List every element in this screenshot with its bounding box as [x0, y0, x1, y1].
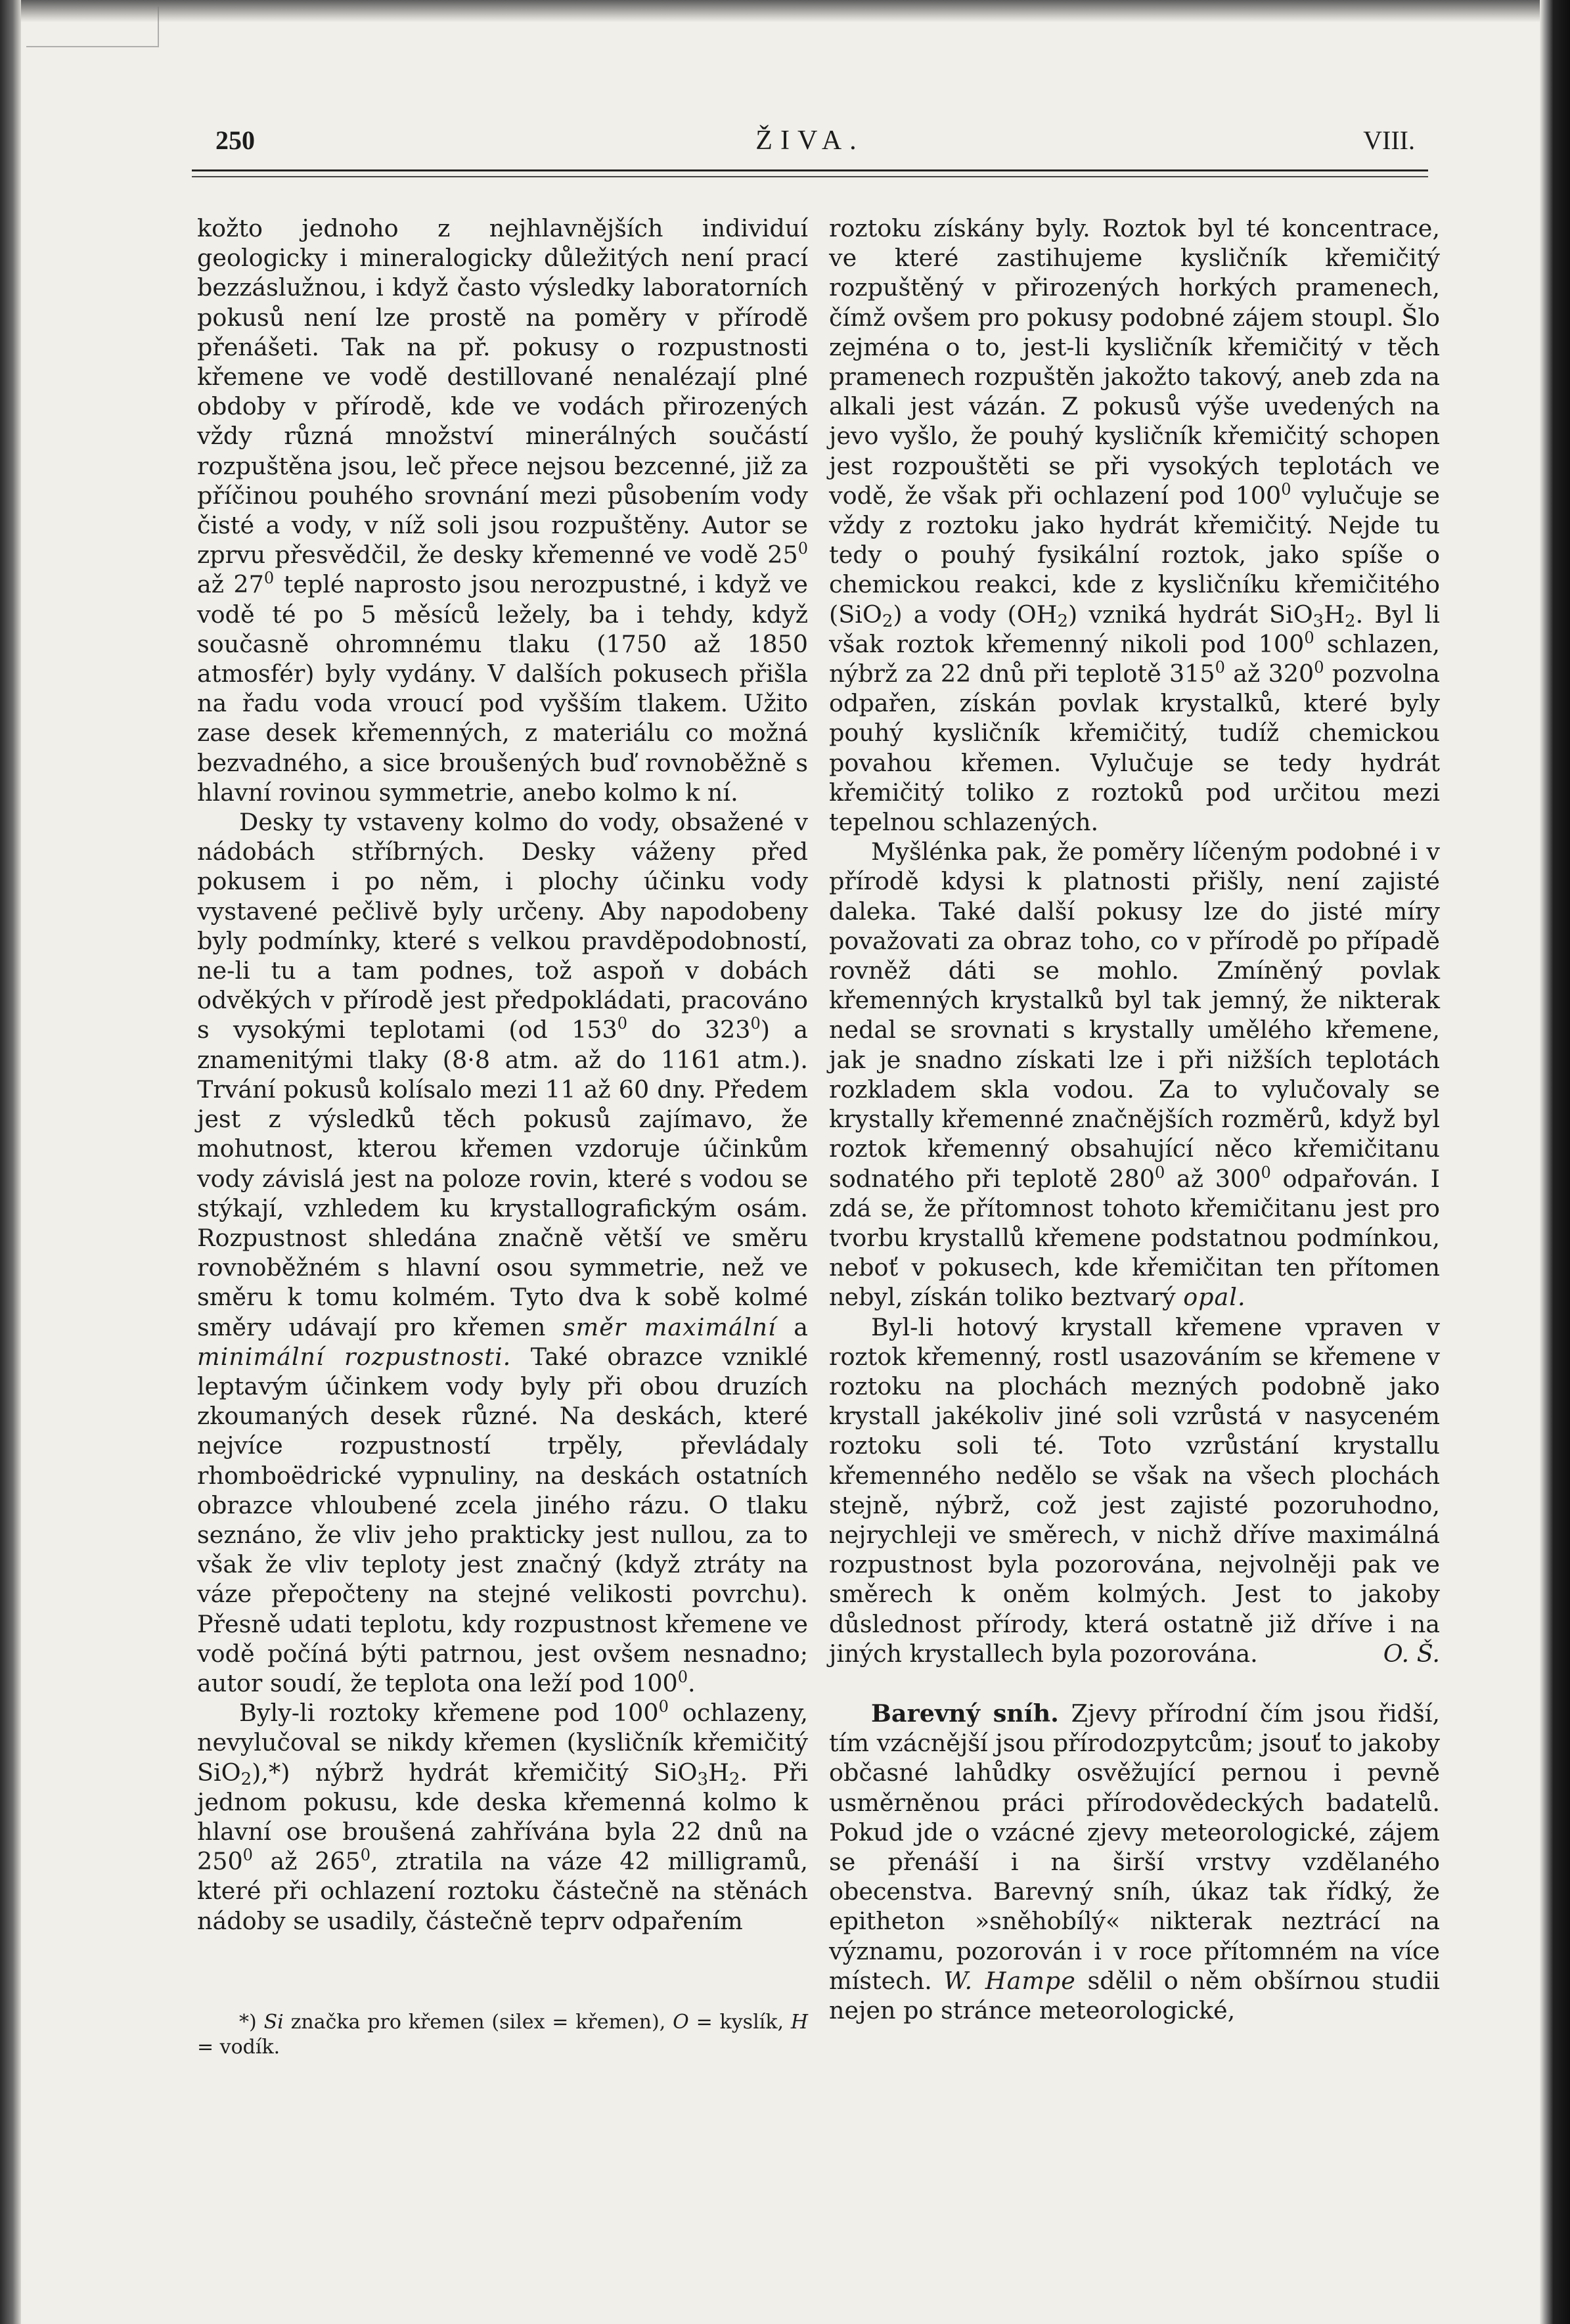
page-header	[192, 125, 1428, 172]
page-number: 250	[215, 125, 255, 155]
footnote	[197, 2010, 808, 2060]
scan-corner-mark	[26, 7, 159, 47]
scan-left-edge	[0, 0, 21, 2324]
right-paragraph-1: roztoku získány byly. Roztok byl té koncentrace, ve které zastihujeme kysličník křemičitý rozpuštěný v přirozených horkých pramenech, čímž ovšem pro pokusy podobné zájem stoupl. Šlo zejména o to, jest-li kysličník křemičitý v těch pramenech rozpuštěn jakožto takový, aneb zda na alkali jest vázán. Z pokusů výše uvedených na jevo vyšlo, že pouhý kysličník křemičitý schopen jest rozpouštěti se při vysokých teplotách ve vodě, že však při ochlazení pod $100^0$ vylučuje se vždy z roztoku jako hydrát křemičitý. Nejde tu tedy o pouhý fysikální roztok, jako spíše o chemickou reakci, kde z kysličníku křemičitého (SiO$_2$) a vody $(OH_2)$ vzniká hydrát $SiO_3H_2$. Byl li však roztok křemenný nikoli pod $100^0$ schlazen, nýbrž za 22 dnů při teplotě $315^0$ až $320^0$ pozvolna odpařen, získán povlak krystalků, které byly pouhý kysličník křemičitý, tudíž chemickou povahou křemen. Vylučuje se tedy hydrát křemičitý toliko z roztoků pod určitou mezi tepelnou schlazených.	[829, 214, 1440, 837]
left-column	[197, 213, 808, 1936]
header-rule-bottom	[192, 176, 1428, 177]
author-signature: O. Š.	[1383, 1639, 1440, 1668]
volume-number: VIII.	[1363, 125, 1415, 155]
journal-title: ŽIVA.	[755, 125, 864, 156]
right-column	[829, 213, 1440, 2025]
header-rule-top	[192, 169, 1428, 171]
right-paragraph-4: Barevný sníh. Zjevy přírodní čím jsou řidší, tím vzácnější jsou přírodozpytcům; jsouť to jakoby občasné lahůdky osvěžující pernou i pevně usměrněnou práci přírodovědeckých badatelů. Pokud jde o vzácné zjevy meteorologické, zájem se přenáší i na širší vrstvy vzdělaného obecenstva. Barevný sníh, úkaz tak řídký, že epitheton »sněhobílý« nikterak neztrácí na významu, pozorován i v roce přítomném na více místech. W. Hampe sdělil o něm obšírnou studii nejen po stránce meteorologické,	[829, 1699, 1440, 2024]
right-paragraph-2: Myšlénka pak, že poměry líčeným podobné i v přírodě kdysi k platnosti přišly, není zajisté daleka. Také další pokusy lze do jisté míry považovati za obraz toho, co v přírodě po případě rovněž dáti se mohlo. Zmíněný povlak křemenných krystalků byl tak jemný, že nikterak nedal se srovnati s krystally umělého křemene, jak je snadno získati lze i při nižších teplotách rozkladem skla vodou. Za to vylučovaly se krystally křemenné značnějších rozměrů, když byl roztok křemenný obsahující něco křemičitanu sodnatého při teplotě $280^0$ až $300^0$ odpařován. I zdá se, že přítomnost tohoto křemičitanu jest pro tvorbu krystallů křemene podstatnou podmínkou, neboť v pokusech, kde křemičitan ten přítomen nebyl, získán toliko beztvarý opal.	[829, 838, 1440, 1312]
left-paragraph-1: kožto jednoho z nejhlavnějších individuí geologicky i mineralogicky důležitých není prací bezzáslužnou, i když často výsledky laboratorních pokusů není lze prostě na poměry v přírodě přenášeti. Tak na př. pokusy o rozpustnosti křemene ve vodě destillované nenalézají plné obdoby v přírodě, kde ve vodách přirozených vždy různá množství minerálných součástí rozpuštěna jsou, leč přece nejsou bezcenné, již za příčinou pouhého srovnání mezi působením vody čisté a vody, v níž soli jsou rozpuštěny. Autor se zprvu přesvědčil, že desky křemenné ve vodě $25^0$ až $27^0$ teplé naprosto jsou nerozpustné, i když ve vodě té po 5 měsíců ležely, ba i tehdy, když současně ohromnému tlaku (1750 až 1850 atmosfér) byly vydány. V dalších pokusech přišla na řadu voda vroucí pod vyšším tlakem. Užito zase desek křemenných, z materiálu co možná bezvadného, a sice broušených buď rovnoběžně s hlavní rovinou symmetrie, anebo kolmo k ní.	[197, 214, 808, 807]
left-paragraph-3: Byly-li roztoky křemene pod $100^0$ ochlazeny, nevylučoval se nikdy křemen (kysličník křemičitý SiO$_2$),*) nýbrž hydrát křemičitý $SiO_3H_2$. Při jednom pokusu, kde deska křemenná kolmo k hlavní ose broušená zahřívána byla 22 dnů na $250^0$ až $265^0$, ztratila na váze 42 milligramů, které při ochlazení roztoku částečně na stěnách nádoby se usadily, částečně teprv odpařením	[197, 1697, 808, 1935]
right-paragraph-3: Byl-li hotový krystall křemene vpraven v roztok křemenný, rostl usazováním se křemene v roztoku na plochách mezných podobně jako krystall jakékoliv jiné soli vzrůstá v nasyceném roztoku soli té. Toto vzrůstání krystallu křemenného nedělo se však na všech plochách stejně, nýbrž, což jest zajisté pozoruhodno, nejrychleji ve směrech, v nichž dříve maximálná rozpustnost byla pozorována, nejvolněji pak ve směrech k oněm kolmých. Jest to jakoby důslednost přírody, která ostatně již dříve i na jiných krystallech byla pozorována. O. Š.	[829, 1312, 1440, 1668]
left-paragraph-2: Desky ty vstaveny kolmo do vody, obsažené v nádobách stříbrných. Desky váženy před pokusem i po něm, i plochy účinku vody vystavené pečlivě byly určeny. Aby napodobeny byly podmínky, které s velkou pravděpodobností, ne-li tu a tam podnes, tož aspoň v dobách odvěkých v přírodě jest předpokládati, pracováno s vysokými teplotami (od $153^0$ do $323^0$) a znamenitými tlaky (8·8 atm. až do 1161 atm.). Trvání pokusů kolísalo mezi 11 až 60 dny. Předem jest z výsledků těch pokusů zajímavo, že mohutnost, kterou křemen vzdoruje účinkům vody závislá jest na poloze rovin, které s vodou se stýkají, vzhledem ku krystallografickým osám. Rozpustnost shledána značně větší ve směru rovnoběžném s hlavní osou symmetrie, než ve směru k tomu kolmém. Tyto dva k sobě kolmé směry udávají pro křemen směr maximální a minimální rozpustnosti. Také obrazce vzniklé leptavým účinkem vody byly při obou druzích zkoumaných desek různé. Na deskách, které nejvíce rozpustností trpěly, převládaly rhomboëdrické vypnuliny, na deskách ostatních obrazce vhloubené zcela jiného rázu. O tlaku seznáno, že vliv jeho prakticky jest nullou, za to však že vliv teploty jest značný (když ztráty na váze přepočteny na stejné velikosti povrchu). Přesně udati teplotu, kdy rozpustnost křemene ve vodě počíná býti patrnou, jest ovšem nesnadno; autor soudí, že teplota ona leží pod $100^0$.	[197, 808, 808, 1697]
scan-right-edge	[1540, 0, 1570, 2324]
scan-top-edge	[0, 0, 1570, 22]
footnote-text: *) Si značka pro křemen (silex = křemen), O = kyslík, H = vodík.	[197, 2011, 809, 2059]
section-heading: Barevný sníh.	[871, 1699, 1059, 1728]
